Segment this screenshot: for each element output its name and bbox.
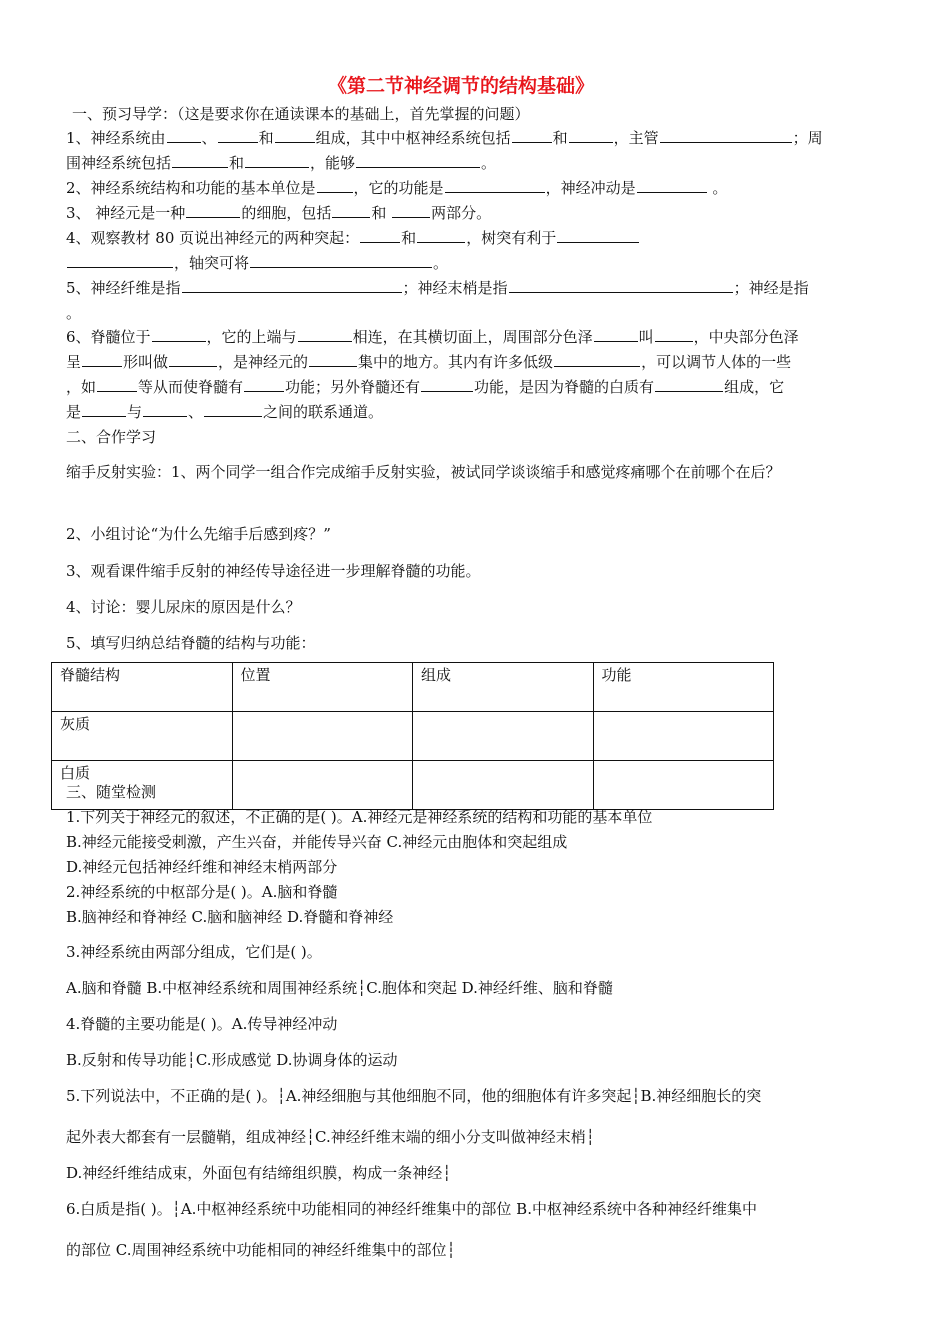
q6-text: 6、脊髓位于 xyxy=(66,328,151,346)
fill-blank[interactable] xyxy=(97,377,137,392)
q1-text: 1、神经系统由 xyxy=(66,129,166,147)
fill-blank[interactable] xyxy=(275,128,315,143)
section-heading-quiz: 三、随堂检测 xyxy=(66,783,157,801)
q4-text: 。 xyxy=(433,254,449,272)
q6-text: ，它的上端与 xyxy=(206,328,297,346)
q5-text: ；神经是指 xyxy=(733,279,809,297)
question-4-line-1 xyxy=(66,228,640,248)
q6-text: 形叫做 xyxy=(123,353,169,371)
q4-text: ，轴突可将 xyxy=(174,254,250,272)
question-3 xyxy=(66,203,491,223)
quiz-line: 2.神经系统的中枢部分是( )。A.脑和脊髓 xyxy=(66,883,338,901)
section-heading-cooperative: 二、合作学习 xyxy=(66,428,157,446)
quiz-line: 6.白质是指( )。┆A.中枢神经系统中功能相同的神经纤维集中的部位 B.中枢神经系统中各种神经纤维集中 xyxy=(66,1200,757,1218)
fill-blank[interactable] xyxy=(244,377,284,392)
q6-text: 集中的地方。其内有许多低级 xyxy=(358,353,554,371)
spinal-cord-table xyxy=(51,662,774,810)
q4-text: ，树突有利于 xyxy=(466,229,557,247)
table-header-row xyxy=(52,663,774,712)
table-cell[interactable] xyxy=(593,712,774,761)
fill-blank[interactable] xyxy=(143,402,187,417)
table-cell: 灰质 xyxy=(52,712,233,761)
q2-text: 。 xyxy=(707,179,728,197)
document-title: 《第二节神经调节的结构基础》 xyxy=(328,75,595,97)
activity-paragraph-4: 4、讨论：婴儿尿床的原因是什么？ xyxy=(66,598,301,616)
table-cell[interactable] xyxy=(413,712,594,761)
q1-text: ，主管 xyxy=(613,129,659,147)
q3-text: 3、 神经元是一种 xyxy=(66,204,186,222)
activity-paragraph-1: 缩手反射实验：1、两个同学一组合作完成缩手反射实验，被试同学谈谈缩手和感觉疼痛哪个在前哪个在后？ xyxy=(66,463,781,481)
fill-blank[interactable] xyxy=(186,203,240,218)
q6-text: 与 xyxy=(127,403,143,421)
table-header-cell: 功能 xyxy=(593,663,774,712)
table-header-cell: 脊髓结构 xyxy=(52,663,233,712)
q3-text: 和 xyxy=(371,204,392,222)
q1-text: 。 xyxy=(481,154,497,172)
q1-text: 和 xyxy=(229,154,245,172)
fill-blank[interactable] xyxy=(317,178,353,193)
fill-blank[interactable] xyxy=(332,203,370,218)
fill-blank[interactable] xyxy=(182,278,402,293)
q1-text: ；周 xyxy=(792,129,823,147)
question-6-line-3 xyxy=(66,377,784,397)
fill-blank[interactable] xyxy=(421,377,473,392)
q6-text: 呈 xyxy=(66,353,82,371)
q1-text: ，能够 xyxy=(310,154,356,172)
fill-blank[interactable] xyxy=(172,153,228,168)
fill-blank[interactable] xyxy=(445,178,545,193)
fill-blank[interactable] xyxy=(67,253,173,268)
quiz-line: 5.下列说法中，不正确的是( )。┆A.神经细胞与其他细胞不同，他的细胞体有许多突起┆B.神经细胞长的突 xyxy=(66,1087,762,1105)
quiz-line: 起外表大都套有一层髓鞘，组成神经┆C.神经纤维末端的细小分支叫做神经末梢┆ xyxy=(66,1128,595,1146)
q6-text: 是 xyxy=(66,403,82,421)
table-row xyxy=(52,712,774,761)
quiz-line: D.神经纤维结成束，外面包有结缔组织膜，构成一条神经┆ xyxy=(66,1164,452,1182)
quiz-line: 3.神经系统由两部分组成，它们是( )。 xyxy=(66,943,322,961)
q5-text: ；神经末梢是指 xyxy=(402,279,508,297)
question-4-line-2 xyxy=(66,253,448,273)
table-cell[interactable] xyxy=(232,761,413,810)
q6-text: 、 xyxy=(188,403,204,421)
table-row xyxy=(52,761,774,810)
fill-blank[interactable] xyxy=(82,402,126,417)
section-heading-preview: 一、预习导学：（这是要求你在通读课本的基础上，首先掌握的问题） xyxy=(72,105,530,123)
question-5-line-2 xyxy=(66,303,81,323)
quiz-line: 1.下列关于神经元的叙述，不正确的是( )。A.神经元是神经系统的结构和功能的基本单位 xyxy=(66,808,653,826)
q4-text: 和 xyxy=(401,229,417,247)
fill-blank[interactable] xyxy=(417,228,465,243)
question-2 xyxy=(66,178,727,198)
fill-blank[interactable] xyxy=(360,228,400,243)
q6-text: 等从而使脊髓有 xyxy=(138,378,244,396)
q3-text: 的细胞，包括 xyxy=(241,204,332,222)
quiz-line: 4.脊髓的主要功能是( )。A.传导神经冲动 xyxy=(66,1015,338,1033)
q2-text: ，它的功能是 xyxy=(353,179,444,197)
question-6-line-4 xyxy=(66,402,383,422)
fill-blank[interactable] xyxy=(594,327,638,342)
activity-paragraph-5: 5、填写归纳总结脊髓的结构与功能： xyxy=(66,634,316,652)
q6-text: ，如 xyxy=(66,378,97,396)
quiz-line: B.神经元能接受刺激，产生兴奋，并能传导兴奋 C.神经元由胞体和突起组成 xyxy=(66,833,568,851)
fill-blank[interactable] xyxy=(152,327,206,342)
activity-paragraph-3: 3、观看课件缩手反射的神经传导途径进一步理解脊髓的功能。 xyxy=(66,562,481,580)
fill-blank[interactable] xyxy=(392,203,430,218)
quiz-line: B.反射和传导功能┆C.形成感觉 D.协调身体的运动 xyxy=(66,1051,398,1069)
fill-blank[interactable] xyxy=(245,153,309,168)
q6-text: 之间的联系通道。 xyxy=(263,403,384,421)
q6-text: 相连，在其横切面上，周围部分色泽 xyxy=(352,328,593,346)
q1-text: 和 xyxy=(552,129,568,147)
q5-text: 。 xyxy=(66,304,82,322)
fill-blank[interactable] xyxy=(298,327,352,342)
q6-text: 功能；另外脊髓还有 xyxy=(285,378,421,396)
fill-blank[interactable] xyxy=(509,278,733,293)
fill-blank[interactable] xyxy=(169,352,217,367)
fill-blank[interactable] xyxy=(204,402,262,417)
table-cell[interactable] xyxy=(413,761,594,810)
q3-text: 两部分。 xyxy=(431,204,492,222)
q6-text: 叫 xyxy=(638,328,654,346)
q4-text: 4、观察教材 80 页说出神经元的两种突起： xyxy=(66,229,360,247)
fill-blank[interactable] xyxy=(167,128,201,143)
q6-text: ，中央部分色泽 xyxy=(693,328,799,346)
fill-blank[interactable] xyxy=(655,327,693,342)
fill-blank[interactable] xyxy=(554,352,640,367)
q1-text: 和 xyxy=(258,129,274,147)
question-1-line-2 xyxy=(66,153,496,173)
q2-text: 2、神经系统结构和功能的基本单位是 xyxy=(66,179,316,197)
q2-text: ，神经冲动是 xyxy=(545,179,636,197)
q1-text: 组成，其中中枢神经系统包括 xyxy=(315,129,511,147)
q6-text: 组成，它 xyxy=(724,378,785,396)
q6-text: ，可以调节人体的一些 xyxy=(641,353,792,371)
fill-blank[interactable] xyxy=(82,352,122,367)
fill-blank[interactable] xyxy=(655,377,723,392)
quiz-line: A.脑和脊髓 B.中枢神经系统和周围神经系统┆C.胞体和突起 D.神经纤维、脑和脊髓 xyxy=(66,979,613,997)
q1-text: 、 xyxy=(201,129,217,147)
fill-blank[interactable] xyxy=(660,128,792,143)
fill-blank[interactable] xyxy=(512,128,552,143)
question-6-line-2 xyxy=(66,352,791,372)
q6-text: ，是神经元的 xyxy=(218,353,309,371)
quiz-line: B.脑神经和脊神经 C.脑和脑神经 D.脊髓和脊神经 xyxy=(66,908,394,926)
table-cell[interactable] xyxy=(593,761,774,810)
fill-blank[interactable] xyxy=(250,253,432,268)
quiz-line: 的部位 C.周围神经系统中功能相同的神经纤维集中的部位┆ xyxy=(66,1241,456,1259)
table-header-cell: 位置 xyxy=(232,663,413,712)
table-cell: 白质 xyxy=(52,761,233,810)
q6-text: 功能，是因为脊髓的白质有 xyxy=(474,378,655,396)
question-6-line-1 xyxy=(66,327,799,347)
table-header-cell: 组成 xyxy=(413,663,594,712)
fill-blank[interactable] xyxy=(309,352,357,367)
fill-blank[interactable] xyxy=(569,128,613,143)
q1-text: 围神经系统包括 xyxy=(66,154,172,172)
quiz-line: D.神经元包括神经纤维和神经末梢两部分 xyxy=(66,858,338,876)
fill-blank[interactable] xyxy=(557,228,639,243)
fill-blank[interactable] xyxy=(637,178,707,193)
q5-text: 5、神经纤维是指 xyxy=(66,279,181,297)
table-cell[interactable] xyxy=(232,712,413,761)
question-1-line-1 xyxy=(66,128,823,148)
question-5-line-1 xyxy=(66,278,809,298)
activity-paragraph-2: 2、小组讨论“为什么先缩手后感到疼？” xyxy=(66,525,331,543)
fill-blank[interactable] xyxy=(218,128,258,143)
fill-blank[interactable] xyxy=(356,153,480,168)
